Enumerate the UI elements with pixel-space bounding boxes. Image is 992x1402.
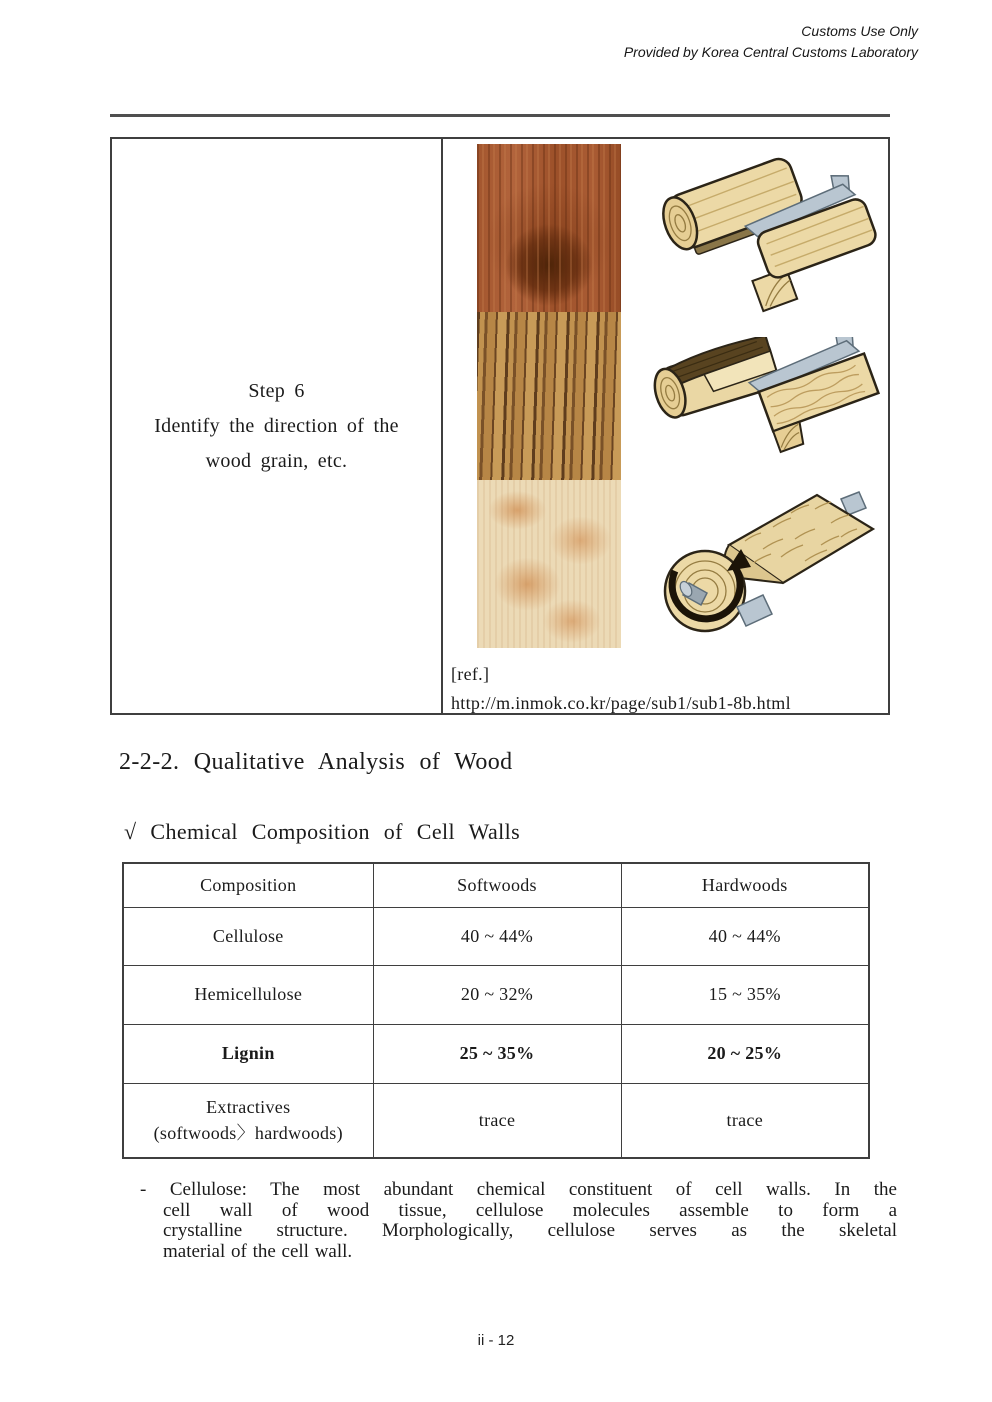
cell-softwoods: 25 ~ 35% [373, 1024, 621, 1083]
cell-hardwoods: trace [621, 1083, 869, 1158]
cell-name [123, 1083, 373, 1158]
rosewood-grain-photo [477, 144, 621, 312]
note-line: material of the cell wall. [163, 1240, 353, 1262]
reference-url: http://m.inmok.co.kr/page/sub1/sub1-8b.html [451, 693, 791, 713]
extractives-label: Extractives [206, 1097, 291, 1118]
quarter-slicing-illustration [645, 337, 890, 465]
flat-slicing-illustration [645, 155, 890, 323]
cell-name: Lignin [123, 1024, 373, 1083]
cell-softwoods: trace [373, 1083, 621, 1158]
rotary-cutting-illustration [645, 483, 890, 651]
cell-hardwoods: 20 ~ 25% [621, 1024, 869, 1083]
composition-table [122, 862, 870, 1159]
pine-grain-photo [477, 480, 621, 648]
step-title: Step 6 [248, 379, 305, 402]
step-desc-line1: Identify the direction of the [154, 414, 399, 437]
header-classification: Customs Use Only [801, 23, 918, 39]
reference-label: [ref.] [451, 664, 490, 684]
cell-softwoods: 40 ~ 44% [373, 907, 621, 965]
step-media-cell [443, 139, 888, 713]
table-row-lignin [123, 1024, 869, 1083]
col-header-composition: Composition [123, 863, 373, 907]
step-desc-line2: wood grain, etc. [205, 449, 348, 472]
horizontal-rule [110, 114, 890, 117]
cell-name: Hemicellulose [123, 965, 373, 1024]
col-header-softwoods: Softwoods [373, 863, 621, 907]
cell-hardwoods: 40 ~ 44% [621, 907, 869, 965]
wood-texture-photos [477, 144, 621, 648]
note-line: - Cellulose: The most abundant chemical constituent of cell walls. In the [140, 1179, 897, 1200]
cell-hardwoods: 15 ~ 35% [621, 965, 869, 1024]
table-row-extractives [123, 1083, 869, 1158]
cell-softwoods: 20 ~ 32% [373, 965, 621, 1024]
reference-block [451, 660, 791, 718]
table-row-hemicellulose [123, 965, 869, 1024]
subsection-heading: √ Chemical Composition of Cell Walls [124, 819, 521, 844]
cellulose-note [140, 1180, 897, 1262]
header-provider: Provided by Korea Central Customs Laboratory [623, 44, 918, 60]
extractives-note: (softwoods〉hardwoods) [153, 1123, 343, 1144]
section-heading: 2-2-2. Qualitative Analysis of Wood [119, 749, 513, 775]
table-row-cellulose [123, 907, 869, 965]
note-line: cell wall of wood tissue, cellulose molecules assemble to form a [163, 1199, 897, 1221]
cell-name: Cellulose [123, 907, 373, 965]
step-table [110, 137, 890, 715]
col-header-hardwoods: Hardwoods [621, 863, 869, 907]
table-header-row [123, 863, 869, 907]
page-header [624, 21, 918, 63]
page-number: ii - 12 [477, 1332, 515, 1349]
note-line: crystalline structure. Morphologically, cellulose serves as the skeletal [163, 1220, 897, 1242]
veneer-cutting-illustrations [645, 155, 890, 651]
zebrawood-grain-photo [477, 312, 621, 480]
step-description-cell [112, 139, 443, 713]
